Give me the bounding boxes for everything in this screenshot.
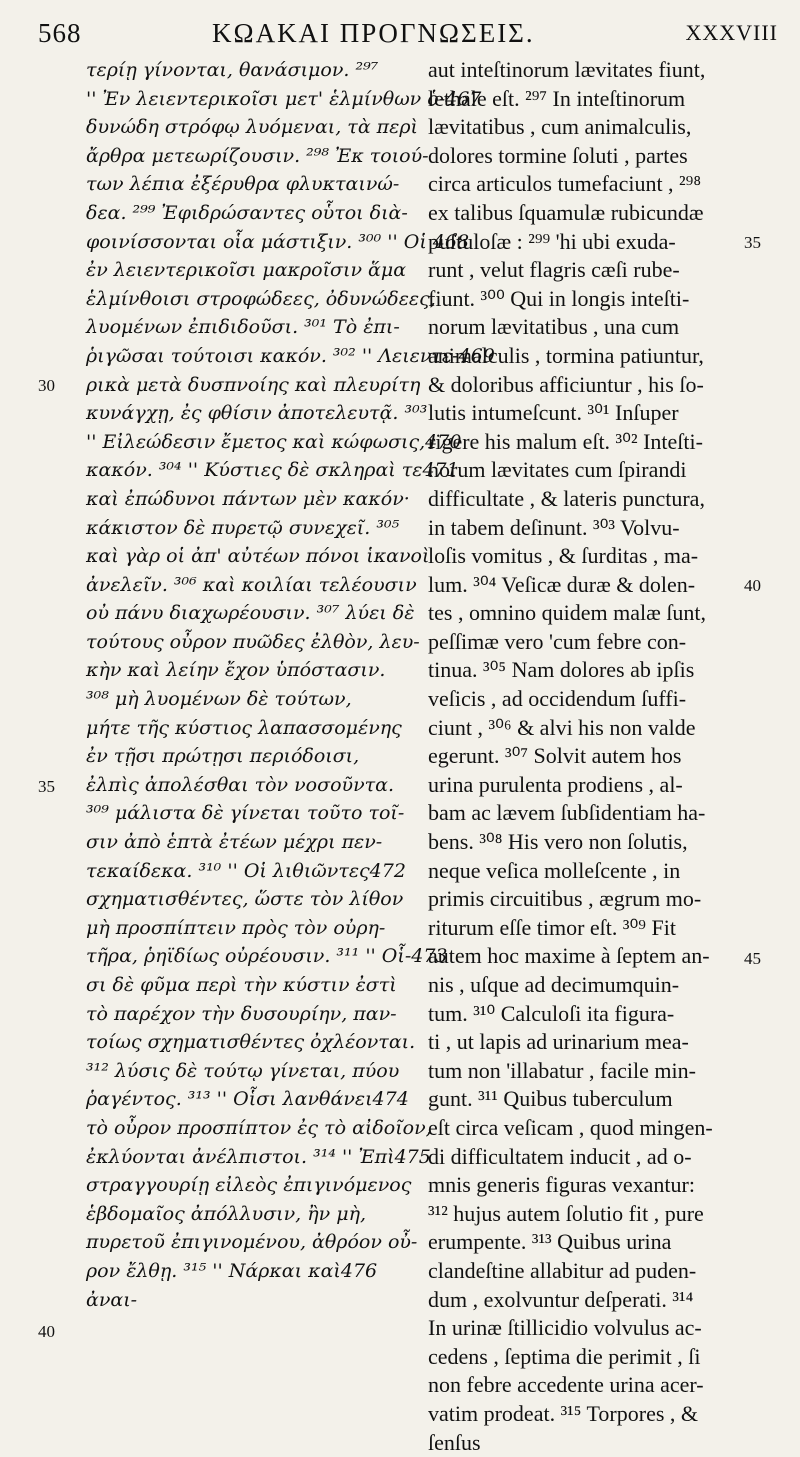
running-header [38, 18, 778, 52]
latin-text-line: tes , omnino quidem malæ ſunt, [428, 599, 740, 628]
latin-text-line: bens. ³⁰⁸ His vero non ſolutis, [428, 828, 740, 857]
greek-text-line: ἄρθρα μετεωρίζουσιν. ²⁹⁸ Ἐκ τοιού- [86, 142, 424, 171]
latin-text-line: riturum eſſe timor eſt. ³⁰⁹ Fit [428, 914, 740, 943]
latin-text-line: ciunt , ³⁰⁶ & alvi his non valde [428, 714, 740, 743]
latin-text-line: norum lævitates cum ſpirandi [428, 456, 740, 485]
left-margin-line-number: 35 [38, 777, 55, 797]
latin-text-line: animalculis , tormina patiuntur, [428, 342, 740, 371]
greek-text-line: στραγγουρίῃ εἰλεὸς ἐπιγινόμενος [86, 1171, 424, 1200]
greek-text-line: ἑβδομαῖος ἀπόλλυσιν, ἢν μὴ, [86, 1200, 424, 1229]
greek-text-line: ³¹² λύσις δὲ τούτῳ γίνεται, πύου [86, 1057, 424, 1086]
greek-text-line: τοίως σχηματισθέντες ὀχλέονται. [86, 1028, 424, 1057]
greek-text-line: τὸ παρέχον τὴν δυσουρίην, παν- [86, 1000, 424, 1029]
greek-text-line: σχηματισθέντες, ὥστε τὸν λίθον [86, 885, 424, 914]
greek-text-line: δυνώδη στρόφῳ λυόμεναι, τὰ περὶ [86, 113, 424, 142]
latin-text-line: peſſimæ vero 'cum febre con- [428, 628, 740, 657]
latin-text-line: clandeſtine allabitur ad puden- [428, 1257, 740, 1286]
latin-text-line: ſenſus [428, 1429, 740, 1457]
greek-text-line: ἀνελεῖν. ³⁰⁶ καὶ κοιλίαι τελέουσιν [86, 571, 424, 600]
latin-column [428, 56, 740, 1457]
greek-text-line: πυρετοῦ ἐπιγινομένου, ἀθρόον οὖ- [86, 1228, 424, 1257]
latin-text-line: urina purulenta prodiens , al- [428, 771, 740, 800]
latin-text-line: puſtuloſæ : ²⁹⁹ 'hi ubi exuda- [428, 228, 740, 257]
greek-text-line: ῥιγῶσαι τούτοισι κακόν. ³⁰² '' Λειεντε-469 [86, 342, 424, 371]
greek-text-line: κάκιστον δὲ πυρετῷ συνεχεῖ. ³⁰⁵ [86, 514, 424, 543]
greek-text-line: μὴ προσπίπτειν πρὸς τὸν οὐρη- [86, 914, 424, 943]
latin-text-line: ex talibus ſquamulæ rubicundæ [428, 199, 740, 228]
latin-text-line: veſicis , ad occidendum ſuffi- [428, 685, 740, 714]
latin-text-line: di difficultatem inducit , ad o- [428, 1143, 740, 1172]
greek-text-line: σιν ἀπὸ ἑπτὰ ἐτέων μέχρι πεν- [86, 828, 424, 857]
latin-text-line: circa articulos tumefaciunt , ²⁹⁸ [428, 170, 740, 199]
right-margin-line-number: 40 [744, 576, 761, 596]
latin-text-line: aut inteſtinorum lævitates fiunt, [428, 56, 740, 85]
greek-text-line: ἀναι- [86, 1286, 424, 1315]
greek-text-line: δεα. ²⁹⁹ Ἐφιδρώσαντες οὗτοι διὰ- [86, 199, 424, 228]
latin-text-line: fiunt. ³⁰⁰ Qui in longis inteſti- [428, 285, 740, 314]
greek-text-line: μήτε τῆς κύστιος λαπασσομένης [86, 714, 424, 743]
latin-text-line: autem hoc maxime à ſeptem an- [428, 942, 740, 971]
greek-text-line: '' Εἰλεώδεσιν ἔμετος καὶ κώφωσις,470 [86, 428, 424, 457]
latin-text-line: tum non 'illabatur , facile min- [428, 1057, 740, 1086]
latin-text-line: vatim prodeat. ³¹⁵ Torpores , & [428, 1400, 740, 1429]
greek-text-line: των λέπια ἐξέρυθρα φλυκταινώ- [86, 170, 424, 199]
left-margin-line-number: 30 [38, 376, 55, 396]
latin-text-line: loſis vomitus , & ſurditas , ma- [428, 542, 740, 571]
latin-text-line: & doloribus afficiuntur , his ſo- [428, 371, 740, 400]
latin-text-line: ³¹² hujus autem ſolutio fit , pure [428, 1200, 740, 1229]
greek-text-line: ρικὰ μετὰ δυσπνοίης καὶ πλευρίτη [86, 371, 424, 400]
latin-text-line: In urinæ ſtillicidio volvulus ac- [428, 1314, 740, 1343]
latin-text-line: norum lævitatibus , una cum [428, 313, 740, 342]
left-margin-line-number: 40 [38, 1322, 55, 1342]
greek-text-line: τῆρα, ῥηϊδίως οὐρέουσιν. ³¹¹ '' Οἷ-473 [86, 942, 424, 971]
latin-text-line: non febre accedente urina acer- [428, 1371, 740, 1400]
latin-text-line: ti , ut lapis ad urinarium mea- [428, 1028, 740, 1057]
greek-text-line: κὴν καὶ λείην ἔχον ὑπόστασιν. [86, 656, 424, 685]
right-margin-line-number: 35 [744, 233, 761, 253]
greek-text-line: τούτους οὖρον πυῶδες ἐλθὸν, λευ- [86, 628, 424, 657]
greek-text-line: οὐ πάνυ διαχωρέουσιν. ³⁰⁷ λύει δὲ [86, 599, 424, 628]
latin-text-line: in tabem deſinunt. ³⁰³ Volvu- [428, 514, 740, 543]
latin-text-line: primis circuitibus , ægrum mo- [428, 885, 740, 914]
latin-text-line: neque veſica molleſcente , in [428, 857, 740, 886]
latin-text-line: runt , velut flagris cæſi rube- [428, 256, 740, 285]
latin-text-line: cedens , ſeptima die perimit , ſi [428, 1343, 740, 1372]
latin-text-line: tinua. ³⁰⁵ Nam dolores ab ipſis [428, 656, 740, 685]
page-number: 568 [38, 18, 82, 49]
greek-text-line: τὸ οὖρον προσπίπτον ἐς τὸ αἰδοῖον, [86, 1114, 424, 1143]
greek-text-line: καὶ ἐπώδυνοι πάντων μὲν κακόν· [86, 485, 424, 514]
greek-text-line: κυνάγχῃ, ἐς φθίσιν ἀποτελευτᾷ. ³⁰³ [86, 399, 424, 428]
running-title: ΚΩΑΚΑΙ ΠΡΟΓΝΩΣΕΙΣ. [212, 18, 535, 49]
right-margin-line-number: 45 [744, 949, 761, 969]
greek-column [86, 56, 424, 1314]
latin-text-line: rigere his malum eſt. ³⁰² Inteſti- [428, 428, 740, 457]
greek-text-line: '' Ἐν λειεντερικοῖσι μετ' ἑλμίνθων ὁ-467 [86, 85, 424, 114]
latin-text-line: tum. ³¹⁰ Calculoſi ita figura- [428, 1000, 740, 1029]
latin-text-line: dolores tormine ſoluti , partes [428, 142, 740, 171]
greek-text-line: ἐν τῇσι πρώτῃσι περιόδοισι, [86, 742, 424, 771]
greek-text-line: τερίῃ γίνονται, θανάσιμον. ²⁹⁷ [86, 56, 424, 85]
greek-text-line: σι δὲ φῦμα περὶ τὴν κύστιν ἐστὶ [86, 971, 424, 1000]
greek-text-line: κακόν. ³⁰⁴ '' Κύστιες δὲ σκληραὶ τε471 [86, 456, 424, 485]
latin-text-line: difficultate , & lateris punctura, [428, 485, 740, 514]
latin-text-line: nis , uſque ad decimumquin- [428, 971, 740, 1000]
latin-text-line: bam ac lævem ſubſidentiam ha- [428, 799, 740, 828]
section-number: XXXVIII [685, 20, 778, 46]
latin-text-line: dum , exolvuntur deſperati. ³¹⁴ [428, 1286, 740, 1315]
greek-text-line: ἐκλύονται ἀνέλπιστοι. ³¹⁴ '' Ἐπὶ475 [86, 1143, 424, 1172]
latin-text-line: lutis intumeſcunt. ³⁰¹ Inſuper [428, 399, 740, 428]
latin-text-line: lethale eſt. ²⁹⁷ In inteſtinorum [428, 85, 740, 114]
latin-text-line: lævitatibus , cum animalculis, [428, 113, 740, 142]
greek-text-line: ἐλπὶς ἀπολέσθαι τὸν νοσοῦντα. [86, 771, 424, 800]
latin-text-line: lum. ³⁰⁴ Veſicæ duræ & dolen- [428, 571, 740, 600]
greek-text-line: ῥαγέντος. ³¹³ '' Οἷσι λανθάνει474 [86, 1085, 424, 1114]
greek-text-line: ἑλμίνθοισι στροφώδεες, ὀδυνώδεες, [86, 285, 424, 314]
latin-text-line: mnis generis figuras vexantur: [428, 1171, 740, 1200]
greek-text-line: φοινίσσονται οἷα μάστιξιν. ³⁰⁰ '' Οἱ 468 [86, 228, 424, 257]
greek-text-line: λυομένων ἐπιδιδοῦσι. ³⁰¹ Τὸ ἐπι- [86, 313, 424, 342]
latin-text-line: gunt. ³¹¹ Quibus tuberculum [428, 1085, 740, 1114]
greek-text-line: τεκαίδεκα. ³¹⁰ '' Οἱ λιθιῶντες472 [86, 857, 424, 886]
greek-text-line: καὶ γὰρ οἱ ἀπ' αὐτέων πόνοι ἱκανοὶ [86, 542, 424, 571]
greek-text-line: ἐν λειεντερικοῖσι μακροῖσιν ἅμα [86, 256, 424, 285]
latin-text-line: egerunt. ³⁰⁷ Solvit autem hos [428, 742, 740, 771]
greek-text-line: ³⁰⁸ μὴ λυομένων δὲ τούτων, [86, 685, 424, 714]
latin-text-line: eſt circa veſicam , quod mingen- [428, 1114, 740, 1143]
greek-text-line: ρον ἔλθῃ. ³¹⁵ '' Νάρκαι καὶ476 [86, 1257, 424, 1286]
latin-text-line: erumpente. ³¹³ Quibus urina [428, 1228, 740, 1257]
greek-text-line: ³⁰⁹ μάλιστα δὲ γίνεται τοῦτο τοῖ- [86, 799, 424, 828]
